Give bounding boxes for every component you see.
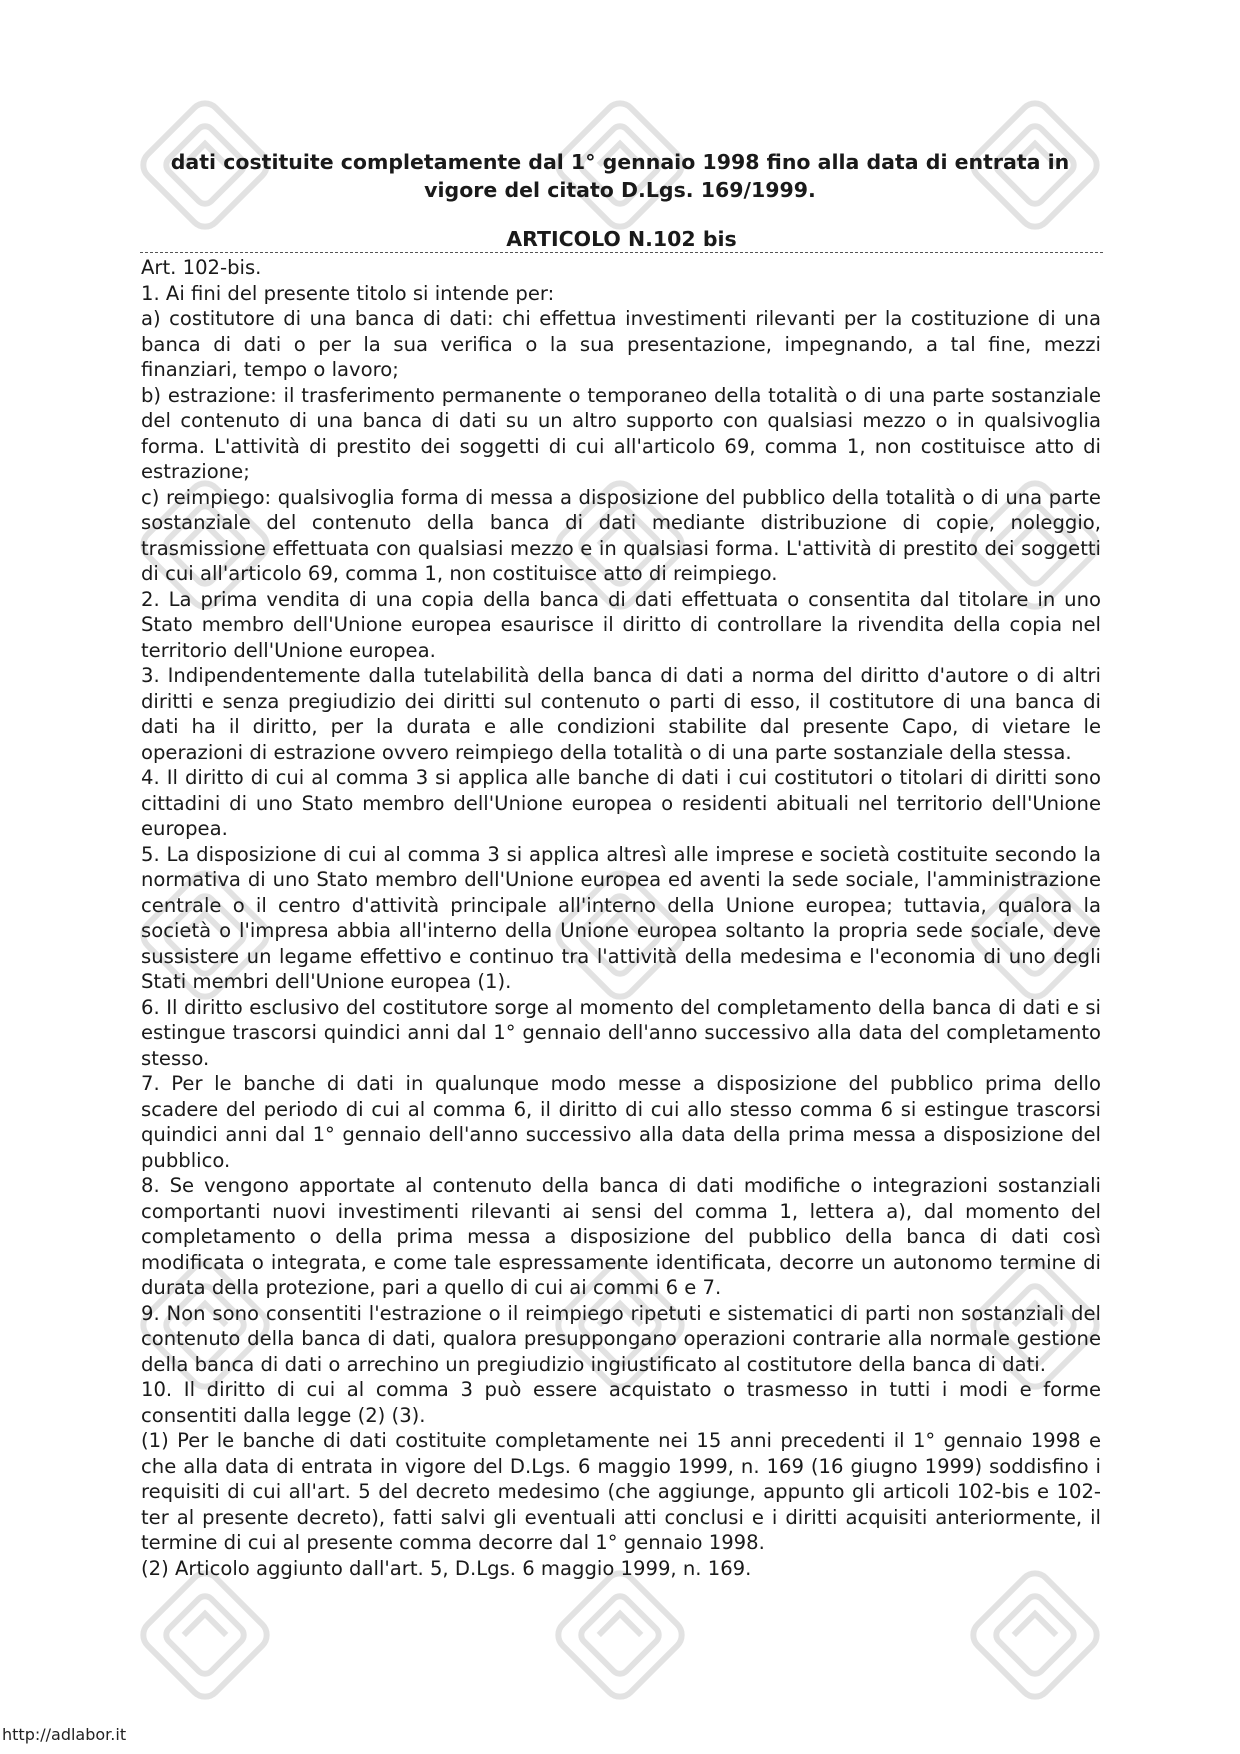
paragraph: 10. Il diritto di cui al comma 3 può essere acquistato o trasmesso in tutti i modi e forme consentiti dalla legge (2) (3).	[141, 1378, 1101, 1427]
paragraph: 4. Il diritto di cui al comma 3 si applica alle banche di dati i cui costitutori o titolari di diritti sono cittadini di uno Stato membro dell'Unione europea o residenti abituali nel territorio dell'Unione europea.	[141, 766, 1101, 840]
paragraph: 9. Non sono consentiti l'estrazione o il reimpiego ripetuti e sistematici di parti non sostanziali del contenuto della banca di dati, qualora presuppongano operazioni contrarie alla normale gestione della banca di dati o arrechino un pregiudizio ingiustificato al costitutore della banca di dati.	[141, 1301, 1101, 1376]
paragraph: Art. 102-bis.	[141, 256, 262, 279]
paragraph: 6. Il diritto esclusivo del costitutore sorge al momento del completamento della banca di dati e si estingue trascorsi quindici anni dal 1° gennaio dell'anno successivo alla data del completamento stesso.	[141, 995, 1101, 1070]
heading-line-1: dati costituite completamente dal 1° gennaio 1998 fino alla data di entrata in	[170, 150, 1070, 174]
paragraph: 5. La disposizione di cui al comma 3 si applica altresì alle imprese e società costituite secondo la normativa di uno Stato membro dell'Unione europea ed aventi la sede sociale, l'amministrazione centrale o il centro d'attività principale all'interno della Unione europea; tuttavia, qualora la società o l'impresa abbia all'interno della Unione europea soltanto la propria sede sociale, deve sussistere un legame effettivo e continuo tra l'attività della medesima e l'economia di uno degli Stati membri dell'Unione europea (1).	[141, 842, 1101, 993]
paragraph: 8. Se vengono apportate al contenuto della banca di dati modifiche o integrazioni sostanziali comportanti nuovi investimenti rilevanti ai sensi del comma 1, lettera a), dal momento del completamento o della prima messa a disposizione del pubblico della banca di dati così modificata o integrata, e come tale espressamente identificata, decorre un autonomo termine di durata della protezione, pari a quello di cui ai commi 6 e 7.	[141, 1174, 1101, 1299]
heading-line-2: vigore del citato D.Lgs. 169/1999.	[424, 178, 816, 202]
paragraph: 1. Ai fini del presente titolo si intende per:	[141, 281, 555, 305]
paragraph: 7. Per le banche di dati in qualunque modo messe a disposizione del pubblico prima dello scadere del periodo di cui al comma 6, il diritto di cui allo stesso comma 6 si estingue trascorsi quindici anni dal 1° gennaio dell'anno successivo alla data della prima messa a disposizione del pubblico.	[141, 1072, 1101, 1172]
page-heading	[140, 148, 1100, 204]
paragraph: c) reimpiego: qualsivoglia forma di messa a disposizione del pubblico della totalità o di una parte sostanziale del contenuto della banca di dati mediante distribuzione di copie, noleggio, trasmissione effettuata con qualsiasi mezzo e in qualsiasi forma. L'attività di prestito dei soggetti di cui all'articolo 69, comma 1, non costituisce atto di reimpiego.	[141, 485, 1101, 585]
paragraph: b) estrazione: il trasferimento permanente o temporaneo della totalità o di una parte sostanziale del contenuto di una banca di dati su un altro supporto con qualsiasi mezzo o in qualsivoglia forma. L'attività di prestito dei soggetti di cui all'articolo 69, comma 1, non costituisce atto di estrazione;	[141, 383, 1101, 483]
article-title: ARTICOLO N.102 bis	[140, 226, 1103, 253]
paragraph: 3. Indipendentemente dalla tutelabilità della banca di dati a norma del diritto d'autore o di altri diritti e senza pregiudizio dei diritti sul contenuto o parti di esso, il costitutore di una banca di dati ha il diritto, per la durata e alle condizioni stabilite dal presente Capo, di vietare le operazioni di estrazione ovvero reimpiego della totalità o di una parte sostanziale della stessa.	[141, 664, 1101, 764]
footnote: (1) Per le banche di dati costituite completamente nei 15 anni precedenti il 1° gennaio 1998 e che alla data di entrata in vigore del D.Lgs. 6 maggio 1999, n. 169 (16 giugno 1999) soddisfino i requisiti di cui all'art. 5 del decreto medesimo (che aggiunge, appunto gli articoli 102-bis e 102-ter al presente decreto), fatti salvi gli eventuali atti conclusi e i diritti acquisiti anteriormente, il termine di cui al presente comma decorre dal 1° gennaio 1998.	[141, 1429, 1101, 1554]
footnote: (2) Articolo aggiunto dall'art. 5, D.Lgs. 6 maggio 1999, n. 169.	[141, 1556, 752, 1580]
adlabor-logo-icon	[130, 1560, 280, 1710]
adlabor-logo-icon	[960, 1560, 1110, 1710]
adlabor-logo-icon	[545, 1560, 695, 1710]
paragraph: a) costitutore di una banca di dati: chi effettua investimenti rilevanti per la costituzione di una banca di dati o per la sua verifica o la sua presentazione, impegnando, a tal fine, mezzi finanziari, tempo o lavoro;	[141, 307, 1101, 381]
footer-url[interactable]: http://adlabor.it	[2, 1725, 127, 1744]
article-body	[141, 255, 1101, 1581]
paragraph: 2. La prima vendita di una copia della banca di dati effettuata o consentita dal titolare in uno Stato membro dell'Unione europea esaurisce il diritto di controllare la rivendita della copia nel territorio dell'Unione europea.	[141, 587, 1101, 662]
